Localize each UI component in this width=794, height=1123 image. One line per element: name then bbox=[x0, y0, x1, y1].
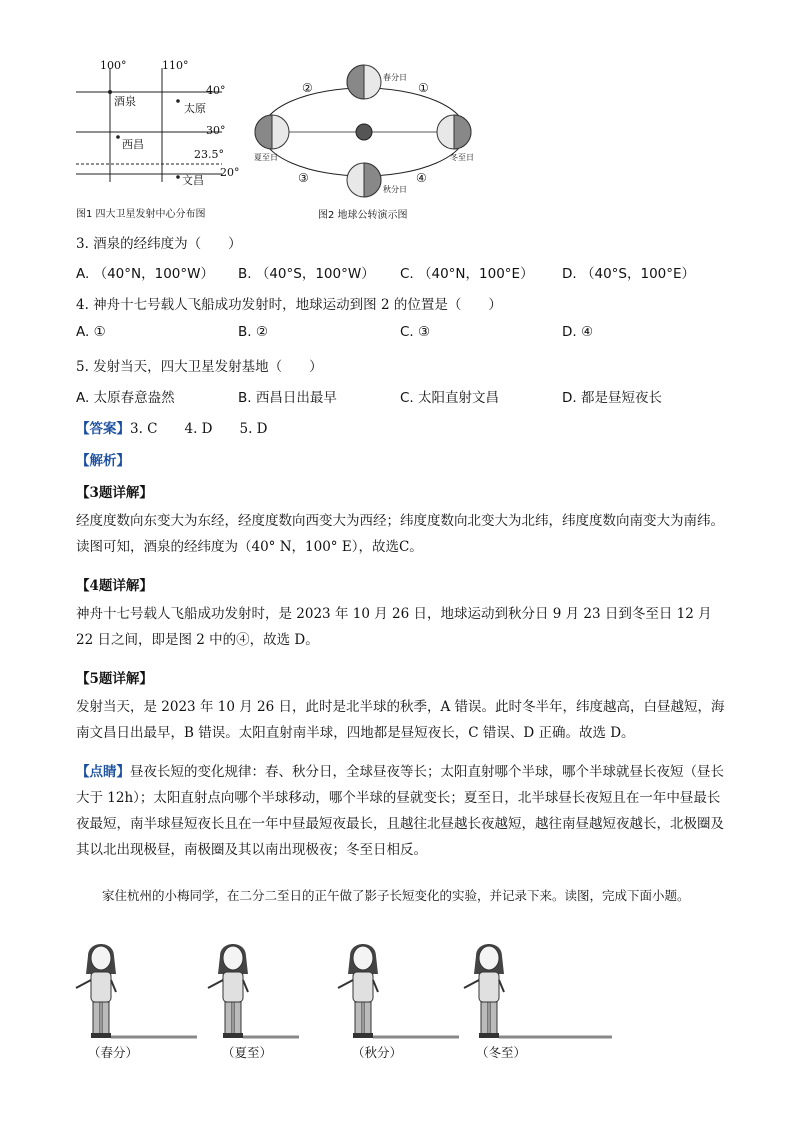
label-winter: 冬至日 bbox=[450, 153, 474, 162]
q5-option-d: D. 都是昼短夜长 bbox=[562, 390, 662, 406]
tip-text: 昼夜长短的变化规律：春、秋分日，全球昼夜等长；太阳直射哪个半球，哪个半球就昼长夜短（昼长大于 12h）；太阳直射点向哪个半球移动，哪个半球的昼就变长；夏至日，北半球昼长夜短且在一年中昼最长夜最短，南半球昼短夜长且在一年中昼最短夜最长，且越往北昼越长夜越短，越往南昼越短夜越长，北极圈及其以北出现极昼，南极圈及其以南出现极夜；冬至日相反。 bbox=[76, 764, 724, 858]
tip-label: 【点睛】 bbox=[76, 764, 130, 780]
answer-text: 3. C 4. D 5. D bbox=[130, 421, 268, 437]
girl-figure bbox=[206, 936, 356, 1046]
q4-option-b: B. ② bbox=[238, 324, 268, 340]
lat-label-23: 23.5° bbox=[194, 148, 224, 161]
lon-label-100: 100° bbox=[100, 59, 127, 72]
label-autumn: 秋分日 bbox=[383, 185, 407, 194]
figure2-orbit bbox=[252, 56, 512, 206]
lat-label-30: 30° bbox=[206, 124, 226, 137]
q3-option-c: C. （40°N，100°E） bbox=[400, 266, 534, 282]
girl-figure bbox=[74, 936, 224, 1046]
q5-option-b: B. 西昌日出最早 bbox=[238, 390, 337, 406]
shadow-intro: 家住杭州的小梅同学，在二分二至日的正午做了影子长短变化的实验，并记录下来。读图，完成下面小题。 bbox=[102, 888, 690, 903]
lon-label-110: 110° bbox=[162, 59, 189, 72]
city-taiyuan: 太原 bbox=[184, 102, 206, 115]
detail-3-text: 经度度数向东变大为东经，经度度数向西变大为西经；纬度度数向北变大为北纬，纬度度数向南变大为南纬。读图可知，酒泉的经纬度为（40° N，100° E），故选C。 bbox=[76, 513, 724, 555]
pos-1: ① bbox=[418, 81, 429, 95]
figure2-caption: 图2 地球公转演示图 bbox=[318, 210, 408, 221]
analysis-label: 【解析】 bbox=[76, 453, 130, 469]
detail-4-title: 【4题详解】 bbox=[76, 578, 153, 594]
girl-label: （夏至） bbox=[222, 1045, 273, 1060]
figures-area bbox=[72, 54, 732, 226]
q3-option-d: D. （40°S，100°E） bbox=[562, 266, 696, 282]
label-spring: 春分日 bbox=[383, 73, 407, 82]
detail-4-text: 神舟十七号载人飞船成功发射时，是 2023 年 10 月 26 日，地球运动到秋分日 9 月 23 日到冬至日 12 月 22 日之间，即是图 2 中的④，故选 D。 bbox=[76, 606, 712, 648]
q4-option-a: A. ① bbox=[76, 324, 106, 340]
pos-2: ② bbox=[302, 81, 313, 95]
label-summer: 夏至日 bbox=[254, 153, 278, 162]
question-5-stem: 5. 发射当天，四大卫星发射基地（ ） bbox=[76, 359, 323, 375]
girl-label: （冬至） bbox=[476, 1045, 527, 1060]
lat-label-20: 20° bbox=[220, 166, 240, 179]
q5-option-a: A. 太原春意盎然 bbox=[76, 390, 175, 406]
q4-option-d: D. ④ bbox=[562, 324, 594, 340]
question-4-stem: 4. 神舟十七号载人飞船成功发射时，地球运动到图 2 的位置是（ ） bbox=[76, 297, 502, 313]
q5-option-c: C. 太阳直射文昌 bbox=[400, 390, 500, 406]
tip-block bbox=[76, 759, 726, 863]
q3-option-b: B. （40°S，100°W） bbox=[238, 266, 375, 282]
girl-label: （春分） bbox=[88, 1045, 139, 1060]
figure1-map bbox=[72, 54, 272, 226]
answer-label: 【答案】 bbox=[76, 421, 130, 437]
question-3-stem: 3. 酒泉的经纬度为（ ） bbox=[76, 236, 242, 252]
detail-3-title: 【3题详解】 bbox=[76, 485, 153, 501]
detail-5-text: 发射当天，是 2023 年 10 月 26 日，此时是北半球的秋季，A 错误。此时冬半年，纬度越高，白昼越短，海南文昌日出最早，B 错误。太阳直射南半球，四地都是昼短夜长，C 错误、D 正确。故选 D。 bbox=[76, 699, 725, 741]
pos-3: ③ bbox=[298, 171, 309, 185]
girl-label: （秋分） bbox=[352, 1045, 403, 1060]
q4-option-c: C. ③ bbox=[400, 324, 431, 340]
q3-option-a: A. （40°N，100°W） bbox=[76, 266, 214, 282]
girl-figure bbox=[462, 936, 612, 1046]
detail-5-title: 【5题详解】 bbox=[76, 671, 153, 687]
answer-line bbox=[76, 417, 268, 437]
city-wenchang: 文昌 bbox=[182, 174, 204, 187]
city-jiuquan: 酒泉 bbox=[114, 95, 136, 108]
pos-4: ④ bbox=[416, 171, 427, 185]
figure1-caption: 图1 四大卫星发射中心分布图 bbox=[76, 209, 206, 220]
lat-label-40: 40° bbox=[206, 84, 226, 97]
city-xichang: 西昌 bbox=[122, 138, 144, 151]
